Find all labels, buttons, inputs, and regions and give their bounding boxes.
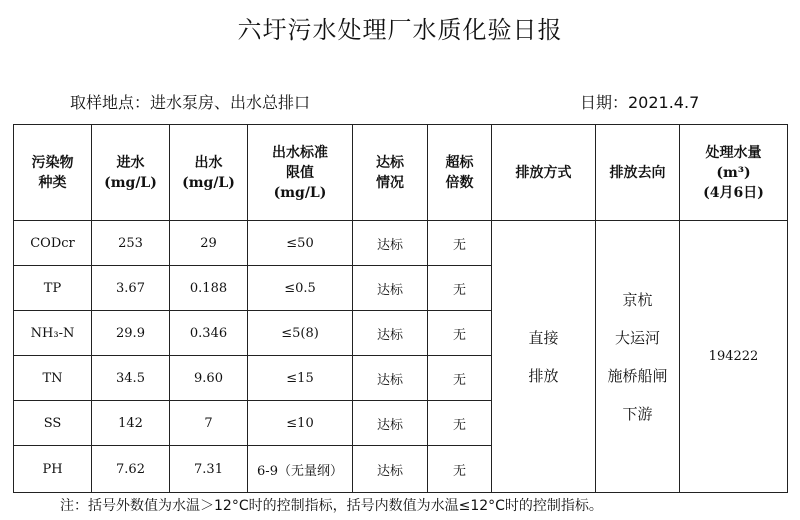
row-outlet: 0.346 [170, 311, 248, 356]
header-row [14, 125, 788, 221]
row-limit: ≤5(8) [248, 311, 353, 356]
row-status: 达标 [353, 266, 428, 311]
treated-volume: 194222 [680, 221, 788, 493]
row-status: 达标 [353, 311, 428, 356]
header-exceed: 超标 倍数 [428, 125, 492, 221]
footnote: 注：括号外数值为水温＞12°C时的控制指标，括号内数值为水温≤12°C时的控制指标。 [60, 498, 603, 514]
row-limit: ≤0.5 [248, 266, 353, 311]
table-row [14, 221, 788, 266]
row-exceed: 无 [428, 221, 492, 266]
row-limit: ≤50 [248, 221, 353, 266]
row-exceed: 无 [428, 311, 492, 356]
row-outlet: 29 [170, 221, 248, 266]
header-discharge-destination: 排放去向 [596, 125, 680, 221]
header-discharge-method: 排放方式 [492, 125, 596, 221]
row-param: TN [14, 356, 92, 401]
row-param: CODcr [14, 221, 92, 266]
row-inlet: 142 [92, 401, 170, 446]
discharge-method-cell: 直接 排放 [492, 221, 596, 493]
row-param: SS [14, 401, 92, 446]
row-outlet: 7.31 [170, 446, 248, 493]
row-status: 达标 [353, 356, 428, 401]
row-param: NH₃-N [14, 311, 92, 356]
header-volume: 处理水量 (m³) (4月6日) [680, 125, 788, 221]
row-param: TP [14, 266, 92, 311]
report-title: 六圩污水处理厂水质化验日报 [237, 16, 563, 44]
row-limit: ≤15 [248, 356, 353, 401]
row-inlet: 34.5 [92, 356, 170, 401]
row-status: 达标 [353, 446, 428, 493]
row-status: 达标 [353, 221, 428, 266]
row-inlet: 29.9 [92, 311, 170, 356]
report-date: 日期：2021.4.7 [580, 93, 700, 112]
row-inlet: 3.67 [92, 266, 170, 311]
row-outlet: 0.188 [170, 266, 248, 311]
row-exceed: 无 [428, 446, 492, 493]
header-limit: 出水标准 限值 (mg/L) [248, 125, 353, 221]
header-status: 达标 情况 [353, 125, 428, 221]
sampling-location: 取样地点：进水泵房、出水总排口 [70, 93, 311, 112]
header-inlet: 进水 (mg/L) [92, 125, 170, 221]
row-outlet: 7 [170, 401, 248, 446]
row-exceed: 无 [428, 356, 492, 401]
row-param: PH [14, 446, 92, 493]
header-pollutant: 污染物 种类 [14, 125, 92, 221]
row-limit: 6-9（无量纲） [248, 446, 353, 493]
row-outlet: 9.60 [170, 356, 248, 401]
row-inlet: 7.62 [92, 446, 170, 493]
header-outlet: 出水 (mg/L) [170, 125, 248, 221]
row-status: 达标 [353, 401, 428, 446]
water-quality-table [13, 124, 788, 493]
row-exceed: 无 [428, 401, 492, 446]
row-inlet: 253 [92, 221, 170, 266]
row-limit: ≤10 [248, 401, 353, 446]
row-exceed: 无 [428, 266, 492, 311]
discharge-destination-cell: 京杭 大运河 施桥船闸 下游 [596, 221, 680, 493]
